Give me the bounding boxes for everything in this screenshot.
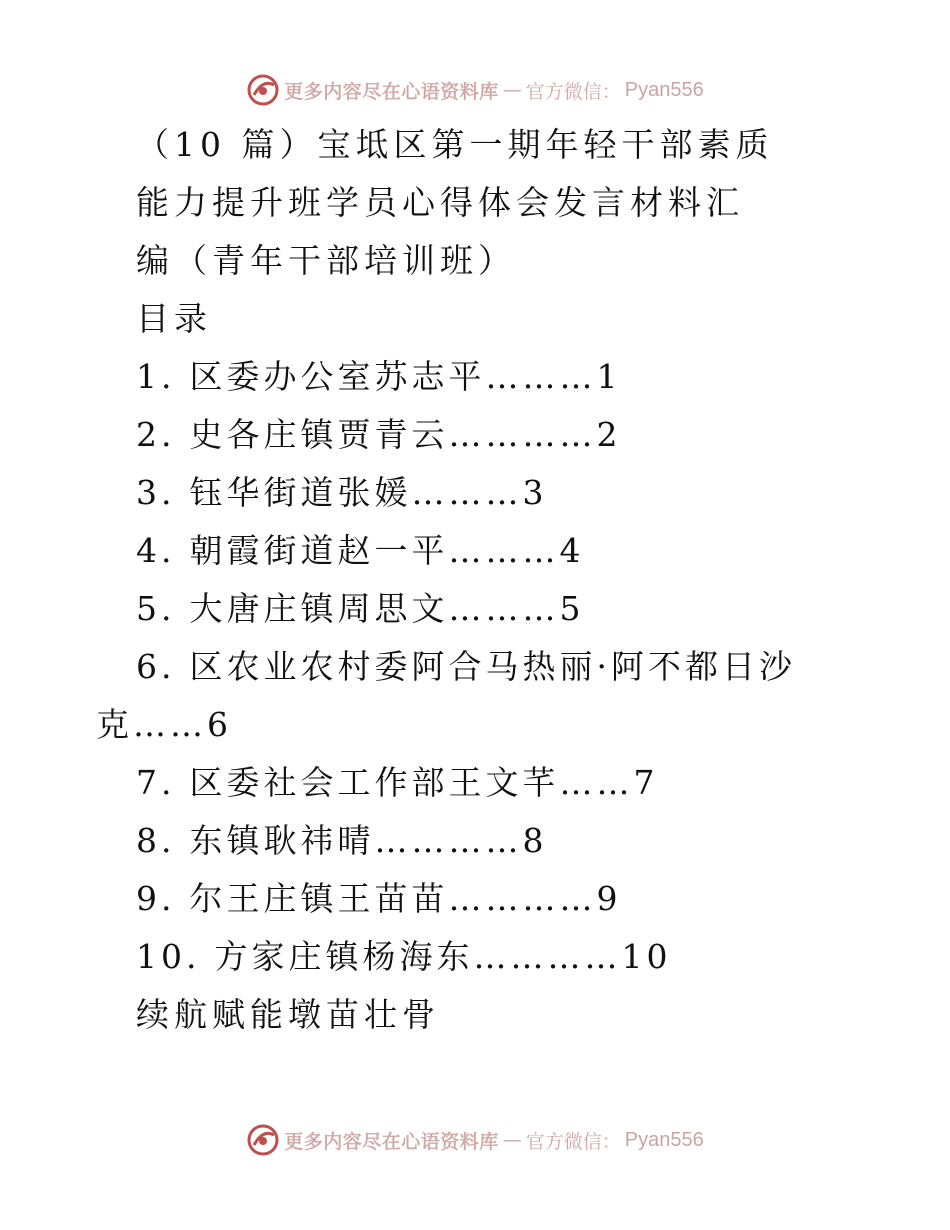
watermark-id: Pyan556 <box>624 1128 704 1151</box>
toc-item-number: 2. <box>136 415 176 454</box>
toc-item-number: 10. <box>136 937 201 976</box>
toc-item-number: 4. <box>136 531 176 570</box>
header-watermark <box>0 70 950 110</box>
toc-item-text: 史各庄镇贾青云…………2 <box>189 415 622 454</box>
toc-item-9 <box>0 870 950 928</box>
toc-item-text: 区委社会工作部王文芊……7 <box>189 763 659 802</box>
toc-item-text: 区委办公室苏志平………1 <box>189 357 622 396</box>
toc-item-number: 1. <box>136 357 176 396</box>
watermark-account: 官方微信： <box>525 1130 621 1153</box>
brand-logo-icon <box>246 1123 280 1157</box>
watermark-dash: — <box>502 1129 522 1151</box>
toc-item-8 <box>0 812 950 870</box>
toc-item-2 <box>0 406 950 464</box>
toc-item-number: 7. <box>136 763 176 802</box>
watermark-dash: — <box>502 79 522 101</box>
toc-item-5 <box>0 580 950 638</box>
toc-item-10 <box>0 928 950 986</box>
toc-item-number: 5. <box>136 589 176 628</box>
toc-item-text: 朝霞街道赵一平………4 <box>189 531 585 570</box>
toc-item-4 <box>0 522 950 580</box>
document-body <box>0 116 950 1044</box>
toc-item-7 <box>0 754 950 812</box>
toc-item-number: 6. <box>136 647 176 686</box>
toc-item-text: 钰华街道张媛………3 <box>189 473 548 512</box>
watermark-text: 更多内容尽在心语资料库 <box>284 1130 499 1153</box>
footer-watermark <box>0 1120 950 1160</box>
toc-heading: 目录 <box>136 299 212 338</box>
watermark-account: 官方微信： <box>525 80 621 103</box>
watermark-text: 更多内容尽在心语资料库 <box>284 80 499 103</box>
toc-item-text: 尔王庄镇王苗苗…………9 <box>189 879 622 918</box>
toc-item-3 <box>0 464 950 522</box>
table-of-contents <box>0 348 950 986</box>
toc-item-1 <box>0 348 950 406</box>
brand-logo-icon <box>246 73 280 107</box>
toc-item-text: 大唐庄镇周思文………5 <box>189 589 585 628</box>
toc-item-number: 9. <box>136 879 176 918</box>
toc-item-number: 3. <box>136 473 176 512</box>
toc-item-text-continued: 克……6 <box>96 705 232 744</box>
document-title: （10 篇）宝坻区第一期年轻干部素质能力提升班学员心得体会发言材料汇编（青年干部培训班） <box>136 125 774 280</box>
toc-item-text: 东镇耿祎晴…………8 <box>189 821 548 860</box>
toc-item-number: 8. <box>136 821 176 860</box>
toc-item-text: 区农业农村委阿合马热丽·阿不都日沙 <box>189 647 796 686</box>
toc-item-6 <box>0 638 950 754</box>
watermark-id: Pyan556 <box>624 78 704 101</box>
section-title: 续航赋能墩苗壮骨 <box>136 995 440 1034</box>
toc-item-text: 方家庄镇杨海东…………10 <box>214 937 672 976</box>
